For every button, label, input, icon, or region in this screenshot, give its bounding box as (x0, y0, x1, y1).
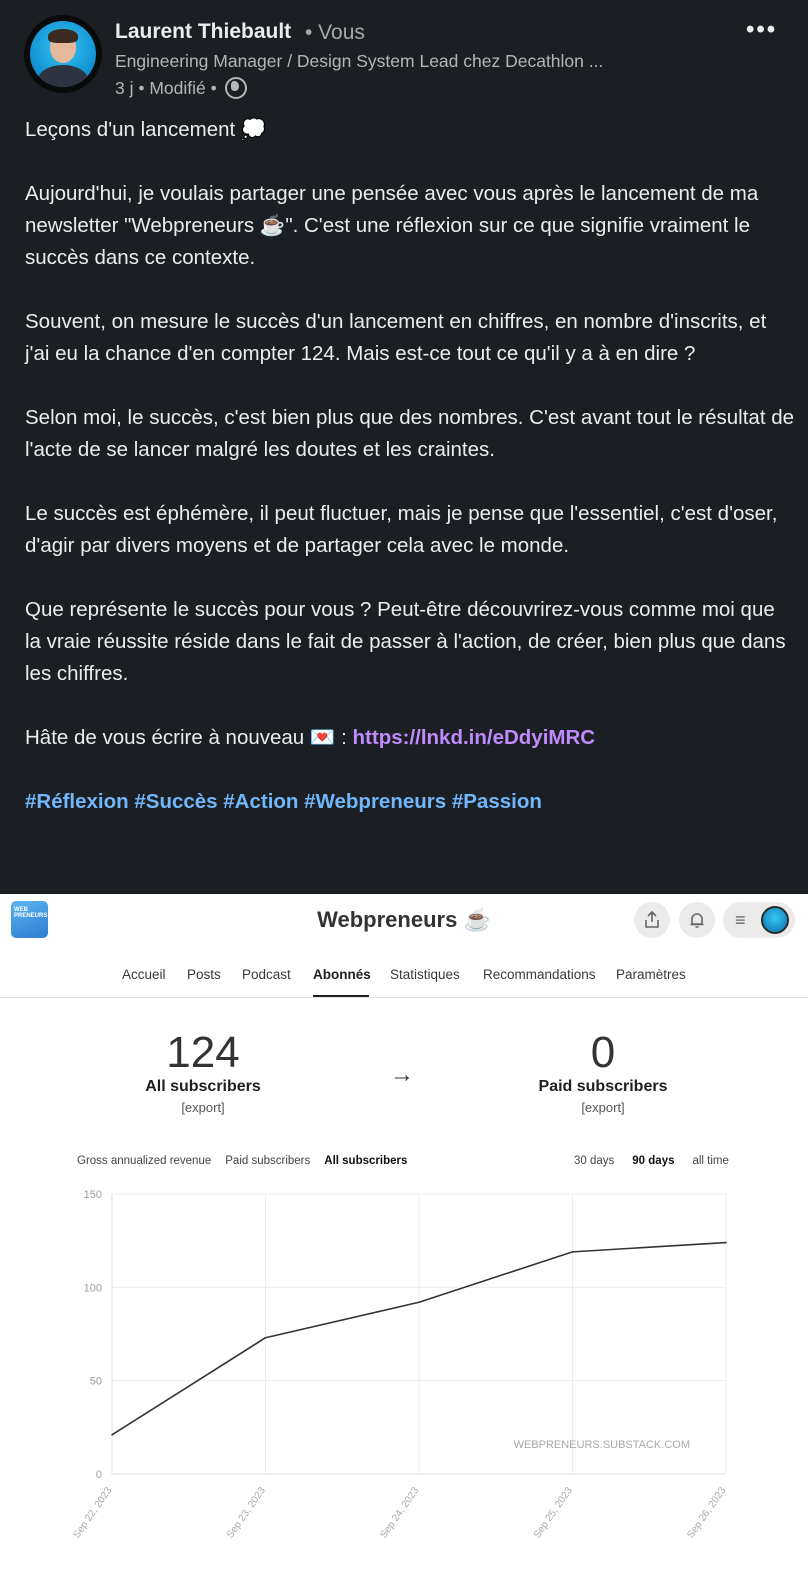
data-point (265, 1337, 267, 1339)
post-closing (25, 722, 795, 754)
tab-accueil[interactable]: Accueil (122, 967, 166, 982)
subscribers-line-chart (0, 1184, 808, 1574)
x-tick-label: Sep 26, 2023 (685, 1485, 729, 1541)
dashboard-tabs (0, 954, 808, 998)
all-subscribers-export-link[interactable]: [export] (181, 1100, 225, 1115)
avatar-photo (30, 21, 96, 87)
post-paragraph: Leçons d'un lancement 💭 (25, 118, 267, 141)
data-point (725, 1242, 727, 1244)
closing-text: Hâte de vous écrire à nouveau 💌 : (25, 726, 353, 749)
author-avatar[interactable] (24, 15, 102, 93)
post-paragraph: Le succès est éphémère, il peut fluctuer, mais je pense que l'essentiel, c'est d'oser, d'agir par divers moyens et de partager cela avec le monde. (25, 502, 778, 557)
y-tick-label: 0 (95, 1469, 102, 1481)
menu-button[interactable] (723, 902, 795, 938)
globe-icon (225, 77, 247, 99)
data-point (572, 1251, 574, 1253)
y-tick-label: 100 (83, 1282, 102, 1295)
x-tick-label: Sep 24, 2023 (378, 1485, 422, 1541)
all-subscribers-label: All subscribers (145, 1078, 261, 1095)
tab-posts[interactable]: Posts (187, 967, 221, 982)
x-tick-label: Sep 23, 2023 (224, 1485, 268, 1541)
active-tab-indicator (313, 995, 369, 997)
newsletter-link[interactable]: https://lnkd.in/eDdyiMRC (352, 726, 596, 749)
filter-paid-subscribers[interactable]: Paid subscribers (225, 1155, 311, 1167)
y-tick-label: 50 (89, 1375, 102, 1388)
x-tick-label: Sep 25, 2023 (531, 1485, 575, 1541)
tab-podcast[interactable]: Podcast (242, 967, 291, 982)
data-point (418, 1301, 420, 1303)
post-body (25, 114, 795, 818)
post-meta-text: 3 j • Modifié • (115, 77, 217, 98)
range-30-days[interactable]: 30 days (574, 1155, 615, 1167)
post-image-substack-dashboard[interactable] (0, 894, 808, 1574)
publication-title: Webpreneurs ☕ (317, 907, 491, 932)
post-hashtags[interactable]: #Réflexion #Succès #Action #Webpreneurs #Passion (25, 790, 542, 813)
data-point (111, 1434, 113, 1436)
filter-all-subscribers[interactable]: All subscribers (324, 1155, 408, 1167)
range-all-time[interactable]: all time (692, 1155, 729, 1167)
post-paragraph: Aujourd'hui, je voulais partager une pensée avec vous après le lancement de ma newsletter "Webpreneurs ☕". C'est une réflexion sur ce que signifie vraiment le succès dans ce contexte. (25, 182, 759, 269)
post-paragraph: Selon moi, le succès, c'est bien plus que des nombres. C'est avant tout le résultat de l'acte de se lancer malgré les doutes et les craintes. (25, 406, 795, 461)
tab-recommandations[interactable]: Recommandations (483, 967, 596, 982)
post-paragraph: Souvent, on mesure le succès d'un lancement en chiffres, en nombre d'inscrits, et j'ai eu la chance d'en compter 124. Mais est-ce tout ce qu'il y a à en dire ? (25, 310, 767, 365)
author-relation: • Vous (305, 21, 365, 44)
author-name[interactable]: Laurent Thiebault (115, 20, 292, 43)
paid-subscribers-export-link[interactable]: [export] (581, 1100, 625, 1115)
more-options-icon[interactable]: ••• (746, 16, 778, 43)
user-avatar (761, 906, 789, 934)
share-icon[interactable] (634, 902, 670, 938)
paid-subscribers-count: 0 (590, 1028, 616, 1077)
filter-gross-revenue[interactable]: Gross annualized revenue (77, 1155, 212, 1167)
post-paragraph: Que représente le succès pour vous ? Peut-être découvrirez-vous comme moi que la vraie réussite réside dans le fait de passer à l'action, de créer, bien plus que dans les chiffres. (25, 598, 786, 685)
paid-subscribers-label: Paid subscribers (538, 1078, 668, 1095)
y-tick-label: 150 (83, 1189, 102, 1201)
paid-subscribers-stat (503, 1030, 703, 1115)
author-headline: Engineering Manager / Design System Lead chez Decathlon ... (115, 51, 604, 71)
bell-icon[interactable] (679, 902, 715, 938)
range-filters (574, 1155, 729, 1167)
arrow-icon: → (390, 1061, 414, 1088)
tab-abonnes[interactable]: Abonnés (313, 967, 371, 982)
publication-logo: WEB PRENEURS (11, 901, 48, 938)
hamburger-icon: ≡ (735, 909, 746, 930)
range-90-days[interactable]: 90 days (632, 1155, 675, 1167)
all-subscribers-count: 124 (166, 1028, 240, 1077)
tab-parametres[interactable]: Paramètres (616, 967, 686, 982)
tab-statistiques[interactable]: Statistiques (390, 967, 460, 982)
post-meta (115, 77, 247, 99)
x-tick-label: Sep 22, 2023 (71, 1485, 115, 1541)
chart-watermark: WEBPRENEURS.SUBSTACK.COM (513, 1439, 690, 1451)
all-subscribers-stat (103, 1030, 303, 1115)
metric-filters (77, 1155, 407, 1167)
